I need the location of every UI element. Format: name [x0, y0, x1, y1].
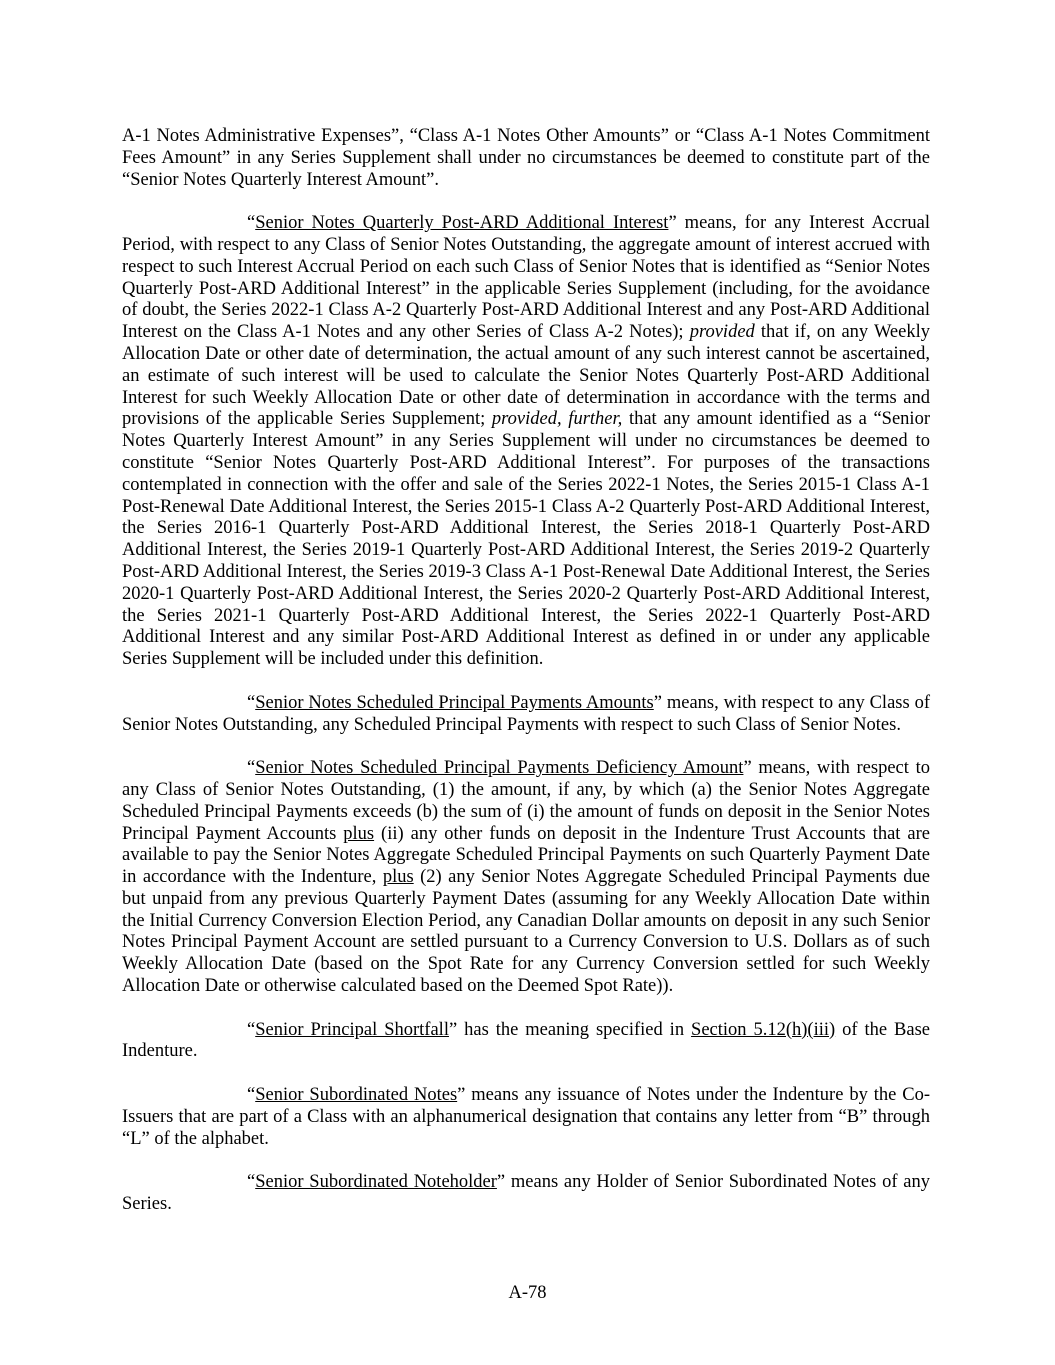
defined-term: plus [343, 823, 375, 844]
body-text: of the Base Indenture. [122, 1019, 931, 1062]
continuation-paragraph [122, 126, 930, 191]
body-text: ” means, with respect to any Class of Senior Notes Outstanding, (1) the amount, if any, by which (a) the Senior Notes Aggregate Scheduled Principal Payments exceeds (b) the sum of (i) the amount of funds on deposit in the Senior Notes Principal Payment Accounts [122, 758, 930, 844]
document-body [122, 126, 930, 1238]
defined-term: Senior Notes Quarterly Post-ARD Additional Interest [255, 213, 669, 234]
defined-term: Section 5.12(h)(iii) [691, 1019, 836, 1040]
body-text: “ [247, 1085, 256, 1106]
body-text: ” means, with respect to any Class of Senior Notes Outstanding, any Scheduled Principal Payments with respect to such Class of Senior Notes. [122, 692, 930, 735]
body-text: ” means any issuance of Notes under the Indenture by the Co-Issuers that are part of a Class with an alphanumerical designation that contains any letter from “B” through “L” of the alphabet. [122, 1085, 930, 1149]
body-text: that if, on any Weekly Allocation Date or other date of determination, the actual amount of any such interest cannot be ascertained, an estimate of such interest will be used to calculate the Senior Notes Quarterly Post-ARD Additional Interest for such Weekly Allocation Date or other date of determination in accordance with the terms and provisions of the applicable Series Supplement; [122, 322, 930, 430]
defined-term: Senior Subordinated Notes [255, 1085, 458, 1106]
definition-senior-subordinated-notes [122, 1085, 930, 1150]
defined-term: Senior Notes Scheduled Principal Payments Amounts [255, 692, 654, 713]
defined-term: Senior Subordinated Noteholder [255, 1172, 497, 1193]
body-text: “ [247, 692, 256, 713]
body-text: ” means any Holder of Senior Subordinated Notes of any Series. [122, 1172, 930, 1215]
definition-senior-notes-scheduled-principal-payments-amounts [122, 693, 930, 737]
body-text: “ [247, 758, 256, 779]
definition-senior-subordinated-noteholder [122, 1172, 930, 1216]
body-text: that any amount identified as a “Senior Notes Quarterly Interest Amount” in any Series Supplement will under no circumstances be deemed to constitute “Senior Notes Quarterly Post-ARD Additional Interest”. For purposes of the transactions contemplated in connection with the offer and sale of the Series 2022-1 Notes, the Series 2015-1 Class A-1 Post-Renewal Date Additional Interest, the Series 2015-1 Class A-2 Quarterly Post-ARD Additional Interest, the Series 2016-1 Quarterly Post-ARD Additional Interest, the Series 2018-1 Quarterly Post-ARD Additional Interest, the Series 2019-1 Quarterly Post-ARD Additional Interest, the Series 2019-2 Quarterly Post-ARD Additional Interest, the Series 2019-3 Class A-1 Post-Renewal Date Additional Interest, the Series 2020-1 Quarterly Post-ARD Additional Interest, the Series 2020-2 Quarterly Post-ARD Additional Interest, the Series 2021-1 Quarterly Post-ARD Additional Interest, the Series 2022-1 Quarterly Post-ARD Additional Interest and any similar Post-ARD Additional Interest as defined in or under any applicable Series Supplement will be included under this definition. [122, 409, 930, 670]
emphasis-text: provided [689, 322, 755, 343]
body-text: “ [247, 213, 256, 234]
body-text: A-1 Notes Administrative Expenses”, “Class A-1 Notes Other Amounts” or “Class A-1 Notes Commitment Fees Amount” in any Series Supplement shall under no circumstances be deemed to constitute part of the “Senior Notes Quarterly Interest Amount”. [122, 126, 930, 190]
body-text: (ii) any other funds on deposit in the Indenture Trust Accounts that are available to pay the Senior Notes Aggregate Scheduled Principal Payments on such Quarterly Payment Date in accordance with the Indenture, [122, 823, 930, 888]
body-text: (2) any Senior Notes Aggregate Scheduled Principal Payments due but unpaid from any previous Quarterly Payment Dates (assuming for any Weekly Allocation Date within the Initial Currency Conversion Election Period, any Canadian Dollar amounts on deposit in any such Senior Notes Principal Payment Account are settled pursuant to a Currency Conversion to U.S. Dollars as of such Weekly Allocation Date (based on the Spot Rate for any Currency Conversion settled for such Weekly Allocation Date or otherwise calculated based on the Deemed Spot Rate)). [122, 867, 930, 997]
defined-term: Senior Notes Scheduled Principal Payments Deficiency Amount [255, 758, 744, 779]
definition-senior-principal-shortfall [122, 1020, 930, 1064]
page-number: A-78 [508, 1283, 547, 1303]
emphasis-text: provided, further, [491, 409, 623, 430]
body-text: “ [247, 1172, 256, 1193]
defined-term: Senior Principal Shortfall [255, 1019, 449, 1040]
body-text: “ [247, 1019, 256, 1040]
definition-senior-notes-scheduled-principal-payments-deficiency-amount [122, 758, 930, 998]
definition-senior-notes-quarterly-post-ard-additional-interest [122, 213, 930, 671]
defined-term: plus [382, 867, 414, 888]
body-text: ” means, for any Interest Accrual Period, with respect to any Class of Senior Notes Outstanding, the aggregate amount of interest accrued with respect to such Interest Accrual Period on each such Class of Senior Notes that is identified as “Senior Notes Quarterly Post-ARD Additional Interest” in the applicable Series Supplement (including, for the avoidance of doubt, the Series 2022-1 Class A-2 Quarterly Post-ARD Additional Interest and any Post-ARD Additional Interest on the Class A-1 Notes and any other Series of Class A-2 Notes); [122, 213, 930, 343]
body-text: ” has the meaning specified in [448, 1019, 692, 1040]
